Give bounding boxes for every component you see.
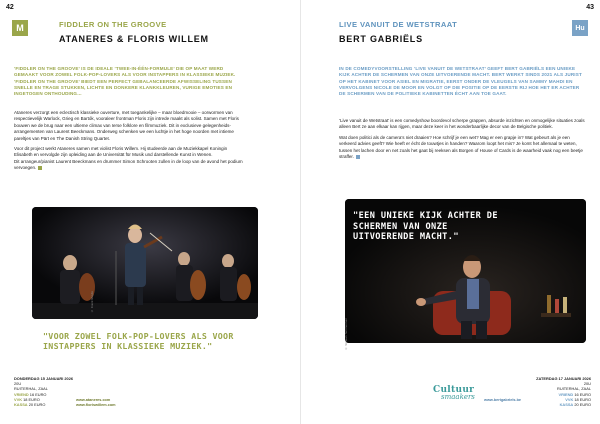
right-page — [300, 0, 600, 424]
page-number: 43 — [586, 4, 594, 11]
comedian-photo — [345, 199, 586, 343]
price-presale: VVK 18 EURO — [14, 396, 40, 402]
body-paragraph: Wat doen politici als de camera’s niet draaien? Hoe schrijf je een wet? Mag er een grapje in? Wat gebeurt als je een verkeerd advies geeft? Wie heeft er écht de touwtjes in handen? Waarom loopt het mis? Je komt het allemaal te weten, tussen het lachen door en net zoals het gaat bij reeksen als Borgen of House of Cards is de waarheid vaak nog een beetje straffer. — [339, 134, 583, 160]
event-body — [14, 110, 246, 176]
pull-quote: "EEN UNIEKE KIJK ACHTER DE SCHERMEN VAN ONZE UITVOERENDE MACHT." — [353, 211, 498, 242]
end-mark-icon — [356, 155, 360, 159]
price-door: KASSA 20 EURO — [14, 402, 46, 408]
event-body — [339, 118, 585, 164]
event-date: ZATERDAG 17 JANUARI 2026 — [536, 376, 591, 381]
category-badge-music: M — [12, 20, 28, 36]
website-link[interactable]: www.ataneres.com — [76, 398, 111, 402]
pull-quote: "VOOR ZOWEL FOLK-POP-LOVERS ALS VOOR INSTAPPERS IN KLASSIEKE MUZIEK." — [43, 331, 234, 351]
photo-credit: © Frank Muylle — [90, 291, 94, 314]
website-links — [484, 398, 521, 403]
event-title: LIVE VANUIT DE WETSTRAAT — [339, 20, 458, 29]
category-badge-humor: Hu — [572, 20, 588, 36]
event-intro: IN DE COMEDYVOORSTELLING ‘LIVE VANUIT DE WETSTRAAT’ GEEFT BERT GABRIËLS EEN UNIEKE KIJK ACHTER DE SCHERMEN VAN ONZE UITVOERENDE MACHT. BERT WERKT SINDS 2021 ALS JURIST OP HET KABINET VOOR ASIEL EN MIGRATIE, EERST ONDER DE VLEUGELS VAN SAMMY MAHDI EN VERVOLGENS NICOLE DE MOOR EN VOLGT OP DIE POSITIE OP DE EERSTE RIJ HOE HET ER ACHTER DE SCHERMEN VAN DE POLITIEKE KABINETTEN ÉCHT AAN TOE GAAT. — [339, 66, 582, 97]
price-friend: VRIEND 16 EURO — [558, 391, 591, 397]
website-link[interactable]: www.floriswillem.com — [76, 403, 116, 407]
website-link[interactable]: www.bertgabriels.be — [484, 398, 521, 402]
body-paragraph: Ataneres verzorgt een eclectisch klassieke ouverture, met toegankelijke – maar bloedmooie – oorwormen van respectievelijk Warlock, Grieg en Bartók, vooraleer frontman Floris zijn intrede maakt als solist. Samen met Floris bouwen we de brug naar een ultieme climax van Ierse folklore en filmmuziek. Dit in exclusieve gelegenheids-arrangementen van Laurent Beeckmans. Onderweg schenken we een luchtje in het hoge noorden met intieme pareltjes van Pärt en The Danish String Quartet. — [14, 110, 239, 141]
body-paragraph: ‘Live vanuit de Wetstraat’ is een comedyshow boordevol scherpe grappen, absurde inzichten en onmogelijke situaties zoals alleen Bert ze aan elkaar kan rijgen, maar deze keer in het wonderbaarlijke decor van de Belgische politiek. — [339, 118, 585, 130]
event-details — [14, 376, 73, 407]
price-door: KASSA 20 EURO — [559, 402, 591, 408]
website-links — [76, 398, 116, 408]
concert-photo-illustration — [32, 207, 258, 319]
event-time: 20U — [14, 381, 22, 387]
event-title: FIDDLER ON THE GROOVE — [59, 20, 167, 29]
price-friend: VRIEND 16 EURO — [14, 391, 47, 397]
body-paragraph: Voor dit project werkt Ataneres samen met violist Floris Willem. Hij studeerde aan de Muziekkapel Koningin Elisabeth en vervolgde zijn opleiding aan de Universität für Musik und darstellende Kunst in Wenen. Dit arrangeur/pianist Laurent Beeckmans en drummer Simon Schrooten zullen in de loop van de avond het podium vervoegen. — [14, 146, 243, 171]
page-number: 42 — [6, 4, 14, 11]
event-venue: RUITERHAL, ZAAL — [14, 386, 48, 392]
cultuur-smaakers-logo: Cultuur smaakers — [433, 385, 475, 401]
event-venue: RUITERHAL, ZAAL — [557, 386, 591, 392]
concert-photo — [32, 207, 258, 319]
event-artists: ATANERES & FLORIS WILLEM — [59, 34, 209, 44]
price-presale: VVK 18 EURO — [565, 396, 591, 402]
event-time: 20U — [583, 381, 591, 387]
end-mark-icon — [38, 166, 42, 170]
event-intro: ‘FIDDLER ON THE GROOVE’ IS DE IDEALE ‘TWEE-IN-ÉÉN-FORMULE’ DIE OP MAAT WERD GEMAAKT VOOR ZOWEL FOLK-POP-LOVERS ALS VOOR INSTAPPERS IN KLASSIEKE MUZIEK. ‘FIDDLER ON THE GROOVE’ BIEDT EEN PERFECT GEBALANCEERDE AFWISSELING TUSSEN SNELLE EN TRAGE STUKKEN, LICHTE EN DONKERE KLANKKLEUREN, VURIGE EMOTIES EN INGETOGEN ONTHOUDING… — [14, 66, 236, 97]
event-details — [536, 376, 591, 407]
event-date: DONDERDAG 15 JANUARI 2026 — [14, 376, 74, 381]
event-artists: BERT GABRIËLS — [339, 34, 423, 44]
photo-credit: © Stefaan Temmerman — [344, 318, 348, 351]
